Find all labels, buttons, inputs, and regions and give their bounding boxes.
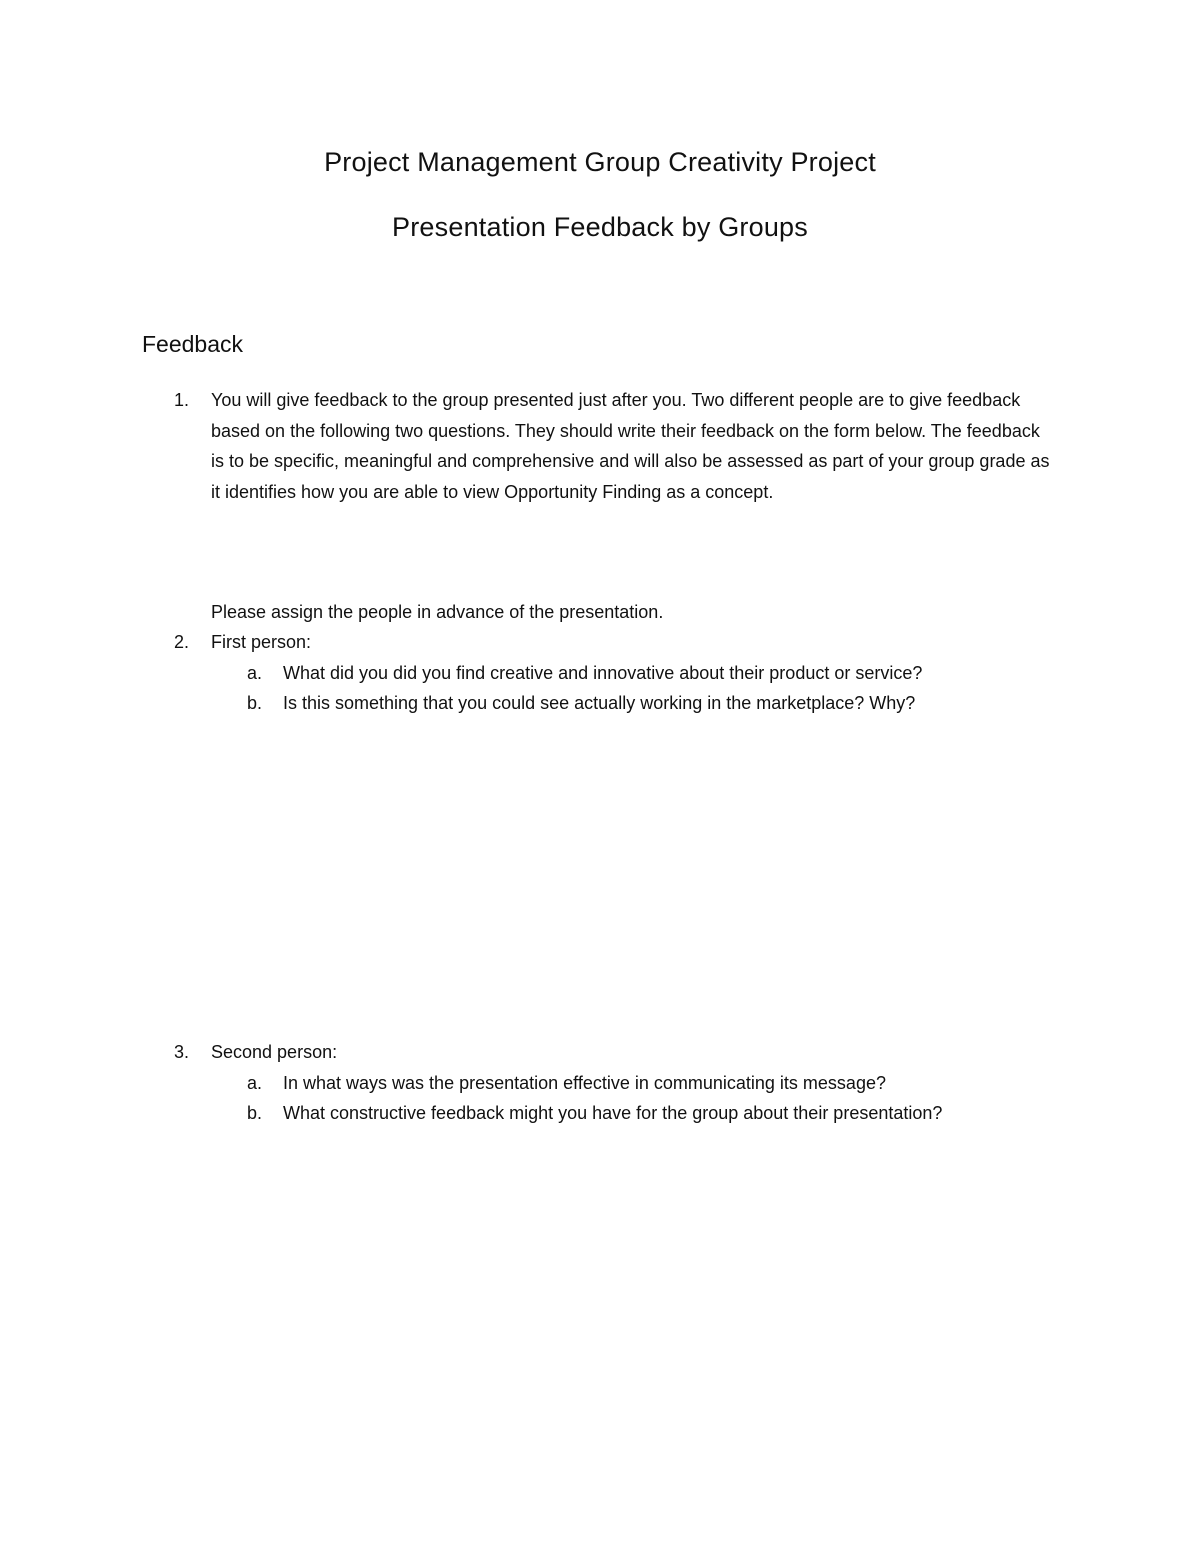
sub-item-letter: a. [247,1072,263,1093]
list-item-3 [174,1037,1054,1129]
list-item-2 [174,627,1054,719]
page-subtitle: Presentation Feedback by Groups [392,212,808,242]
sub-item-3b [211,1098,1054,1129]
sub-item-text: What constructive feedback might you have for the group about their presentation? [283,1103,943,1123]
list-number: 1. [174,390,190,410]
sub-item-3a [211,1068,1054,1099]
list-number: 2. [174,632,190,652]
sub-item-letter: b. [247,1103,263,1123]
list-number: 3. [174,1042,190,1062]
sub-item-letter: b. [247,693,263,713]
page-title: Project Management Group Creativity Project [324,147,876,177]
sub-item-text: What did you did you find creative and innovative about their product or service? [283,662,923,683]
list-item-text: First person: [211,632,312,652]
sub-item-2a [211,658,1054,689]
sub-item-text: Is this something that you could see actually working in the marketplace? Why? [283,693,916,713]
section-heading-feedback: Feedback [142,331,244,357]
list-item-1 [174,385,1054,507]
sub-item-letter: a. [247,662,263,683]
list-item-text: Second person: [211,1042,338,1062]
assign-note: Please assign the people in advance of the presentation. [211,602,664,622]
sub-item-2b [211,688,1054,719]
list-item-text: You will give feedback to the group presented just after you. Two different people are to give feedback based on the following two questions. They should write their feedback on the form below. The feedback is to be specific, meaningful and comprehensive and will also be assessed as part of your group grade as it identifies how you are able to view Opportunity Finding as a concept. [211,390,1050,502]
sub-item-text: In what ways was the presentation effective in communicating its message? [283,1072,886,1093]
